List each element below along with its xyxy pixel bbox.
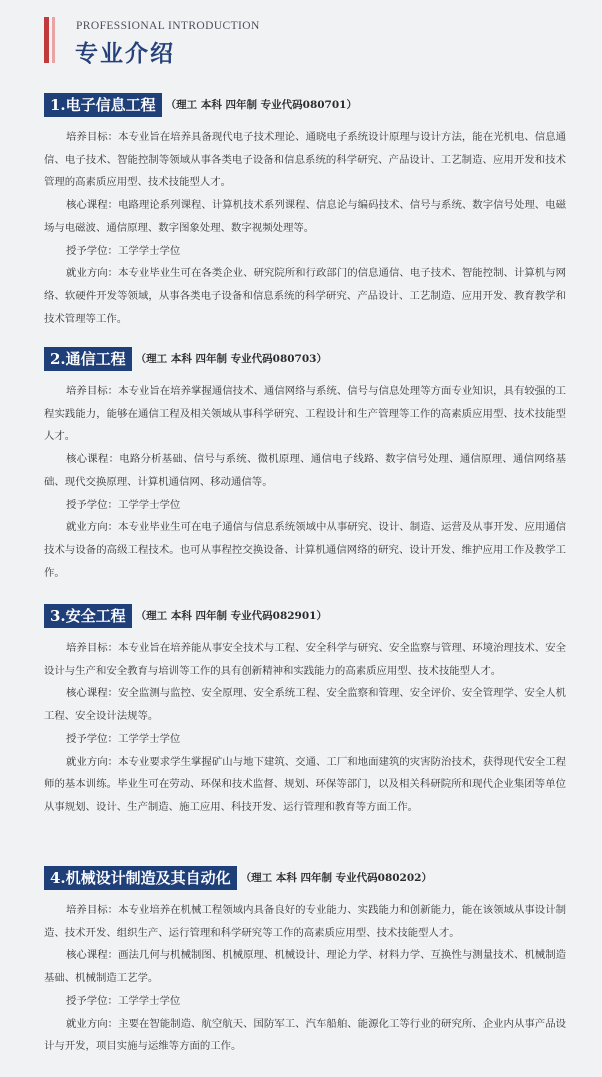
major-meta: （理工 本科 四年制 专业代码080202） (240, 872, 432, 884)
major-name: 3.安全工程 (44, 604, 132, 628)
major-degree (44, 728, 566, 751)
major-name: 1.电子信息工程 (44, 93, 162, 117)
major-heading (44, 347, 602, 371)
goal-text: 本专业旨在培养能从事安全技术与工程、安全科学与研究、安全监察与管理、环境治理技术、安全设计与生产和安全教育与培训等工作的具有创新精神和实践能力的高素质应用型、技术技能型人才。 (44, 642, 567, 677)
degree-label: 授予学位： (66, 994, 118, 1007)
major-degree (44, 494, 566, 517)
goal-label: 培养目标： (66, 131, 119, 143)
major-goal (44, 380, 566, 448)
major-core (44, 194, 566, 239)
core-label: 核心课程： (66, 687, 119, 700)
career-text: 本专业要求学生掌握矿山与地下建筑、交通、工厂和地面建筑的灾害防治技术，获得现代安全工程师的基本训练。毕业生可在劳动、环保和技术监督、规划、环保等部门，以及相关科研院所和现代企业集团等单位从事规划、设计、生产制造、施工应用、科技开发、运行管理和教育等方面工作。 (44, 755, 567, 813)
major-section-4 (0, 866, 602, 1058)
major-section-1 (0, 93, 602, 330)
goal-label: 培养目标： (66, 385, 119, 397)
major-goal (44, 126, 566, 194)
core-text: 安全监测与监控、安全原理、安全系统工程、安全监察和管理、安全评价、安全管理学、安全人机工程、安全设计法规等。 (44, 687, 567, 723)
major-core (44, 448, 566, 493)
major-degree (44, 990, 566, 1013)
career-label: 就业方向： (66, 1017, 119, 1030)
core-text: 画法几何与机械制图、机械原理、机械设计、理论力学、材料力学、互换性与测量技术、机械制造基础、机械制造工艺学。 (44, 949, 567, 985)
major-degree (44, 240, 566, 263)
degree-text: 工学学士学位 (117, 994, 181, 1007)
major-core (44, 944, 566, 989)
core-label: 核心课程： (66, 949, 119, 962)
page-title: 专业介绍 (75, 40, 175, 67)
goal-label: 培养目标： (66, 904, 119, 916)
degree-label: 授予学位： (66, 244, 118, 257)
career-text: 本专业毕业生可在各类企业、研究院所和行政部门的信息通信、电子技术、智能控制、计算机与网络、软硬件开发等领域，从事各类电子设备和信息系统的科学研究、产品设计、工艺制造、应用开发、教育教学和技术管理等工作。 (44, 267, 567, 325)
core-text: 电路理论系列课程、计算机技术系列课程、信息论与编码技术、信号与系统、数字信号处理、电磁场与电磁波、通信原理、数字图象处理、数字视频处理等。 (44, 199, 567, 234)
career-text: 本专业毕业生可在电子通信与信息系统领域中从事研究、设计、制造、运营及从事开发、应用通信技术与设备的高级工程技术。也可从事程控交换设备、计算机通信网络的研究、设计开发、维护应用工作及教学工作。 (44, 521, 567, 579)
major-career (44, 262, 566, 330)
career-label: 就业方向： (66, 521, 119, 534)
goal-label: 培养目标： (66, 642, 119, 654)
degree-text: 工学学士学位 (117, 498, 181, 511)
major-career (44, 1013, 566, 1058)
core-label: 核心课程： (66, 199, 119, 212)
major-name: 2.通信工程 (44, 347, 132, 371)
goal-text: 本专业旨在培养掌握通信技术、通信网络与系统、信号与信息处理等方面专业知识，具有较强的工程实践能力，能够在通信工程及相关领域从事科学研究、工程设计和生产管理等工作的高素质应用型、技术技能型人才。 (44, 385, 567, 443)
goal-text: 本专业旨在培养具备现代电子技术理论、通晓电子系统设计原理与设计方法，能在光机电、信息通信、电子技术、智能控制等领域从事各类电子设备和信息系统的科学研究、产品设计、工艺制造、应用开发和技术管理的高素质应用型、技术技能型人才。 (44, 131, 567, 189)
major-meta: （理工 本科 四年制 专业代码080701） (165, 99, 357, 111)
career-label: 就业方向： (66, 267, 119, 280)
major-career (44, 751, 566, 819)
major-section-2 (0, 347, 602, 584)
career-text: 主要在智能制造、航空航天、国防军工、汽车船舶、能源化工等行业的研究所、企业内从事产品设计与开发，项目实施与运维等方面的工作。 (44, 1017, 567, 1053)
goal-text: 本专业培养在机械工程领域内具备良好的专业能力、实践能力和创新能力，能在该领域从事设计制造、技术开发、组织生产、运行管理和科学研究等工作的高素质应用型、技术技能型人才。 (44, 904, 567, 939)
major-heading (44, 866, 602, 890)
major-meta: （理工 本科 四年制 专业代码080703） (135, 353, 327, 365)
page-header (0, 0, 602, 72)
degree-text: 工学学士学位 (117, 244, 181, 257)
major-section-3 (0, 604, 602, 819)
degree-label: 授予学位： (66, 732, 118, 745)
header-en-title: PROFESSIONAL INTRODUCTION (76, 20, 260, 32)
header-accent-bar (44, 17, 49, 63)
major-career (44, 516, 566, 584)
major-name: 4.机械设计制造及其自动化 (44, 866, 237, 890)
degree-label: 授予学位： (66, 498, 118, 511)
core-label: 核心课程： (66, 453, 120, 466)
major-meta: （理工 本科 四年制 专业代码082901） (135, 610, 327, 622)
core-text: 电路分析基础、信号与系统、微机原理、通信电子线路、数字信号处理、通信原理、通信网络基础、现代交换原理、计算机通信网、移动通信等。 (44, 453, 566, 488)
major-heading (44, 93, 602, 117)
degree-text: 工学学士学位 (117, 732, 181, 745)
major-heading (44, 604, 602, 628)
header-accent-bar-light (52, 17, 55, 63)
major-goal (44, 637, 566, 682)
major-core (44, 682, 566, 727)
career-label: 就业方向： (66, 755, 119, 768)
major-goal (44, 899, 566, 944)
